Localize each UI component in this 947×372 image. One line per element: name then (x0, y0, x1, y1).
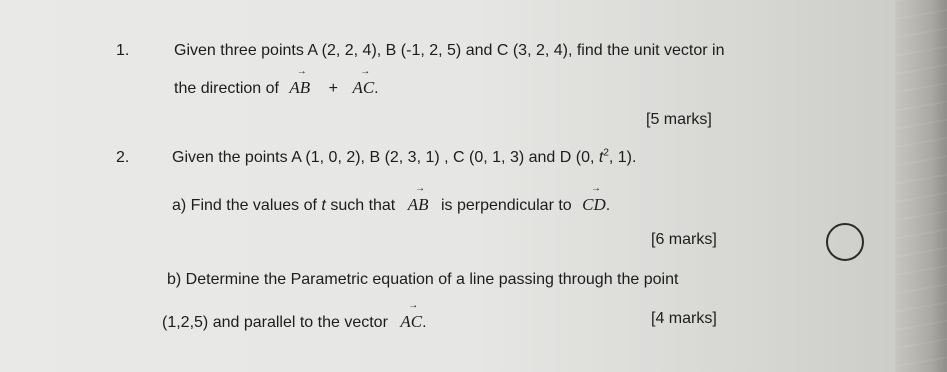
part-a-prefix: a) Find the values of (172, 197, 322, 214)
vector-ac-part-b: → AC (400, 312, 422, 332)
circle-button-icon (826, 223, 864, 261)
vector-ac: → AC (352, 78, 374, 98)
variable-t: t (598, 149, 604, 166)
vector-cd: → CD (582, 195, 606, 215)
question-1-direction-label: the direction of (174, 80, 279, 97)
part-a-middle: such that (325, 197, 396, 214)
vector-ab: → AB (289, 78, 310, 98)
question-1-marks: [5 marks] (646, 111, 712, 128)
question-2-number: 2. (116, 149, 130, 166)
part-a-perpendicular-text: is perpendicular to (440, 197, 572, 214)
question-1-line-1: Given three points A (2, 2, 4), B (-1, 2, 5) and C (3, 2, 4), find the unit vector in (174, 42, 725, 59)
question-2a-line (172, 195, 610, 216)
question-1-number: 1. (116, 42, 130, 59)
plus-sign: + (328, 80, 338, 97)
exponent-2: 2 (603, 147, 609, 159)
question-2b-line-1: b) Determine the Parametric equation of a line passing through the point (167, 271, 679, 288)
part-a-period: . (605, 197, 611, 214)
question-2-points-end: , 1). (608, 149, 637, 166)
part-b-period: . (422, 314, 427, 331)
part-b-point-text: (1,2,5) and parallel to the vector (162, 314, 388, 331)
tablet-edge-texture (895, 0, 947, 372)
question-2-line-1 (172, 148, 636, 168)
part-a-variable-t: t (321, 197, 326, 214)
question-2a-marks: [6 marks] (651, 231, 717, 248)
question-1-line-2 (174, 78, 379, 99)
question-2-points-text: Given the points A (1, 0, 2), B (2, 3, 1) , C (0, 1, 3) and D (0, (172, 149, 599, 166)
question-1-period: . (374, 80, 379, 97)
vector-ab-part-a: → AB (408, 195, 429, 215)
question-2b-line-2 (162, 312, 427, 333)
question-2b-marks: [4 marks] (651, 310, 717, 327)
